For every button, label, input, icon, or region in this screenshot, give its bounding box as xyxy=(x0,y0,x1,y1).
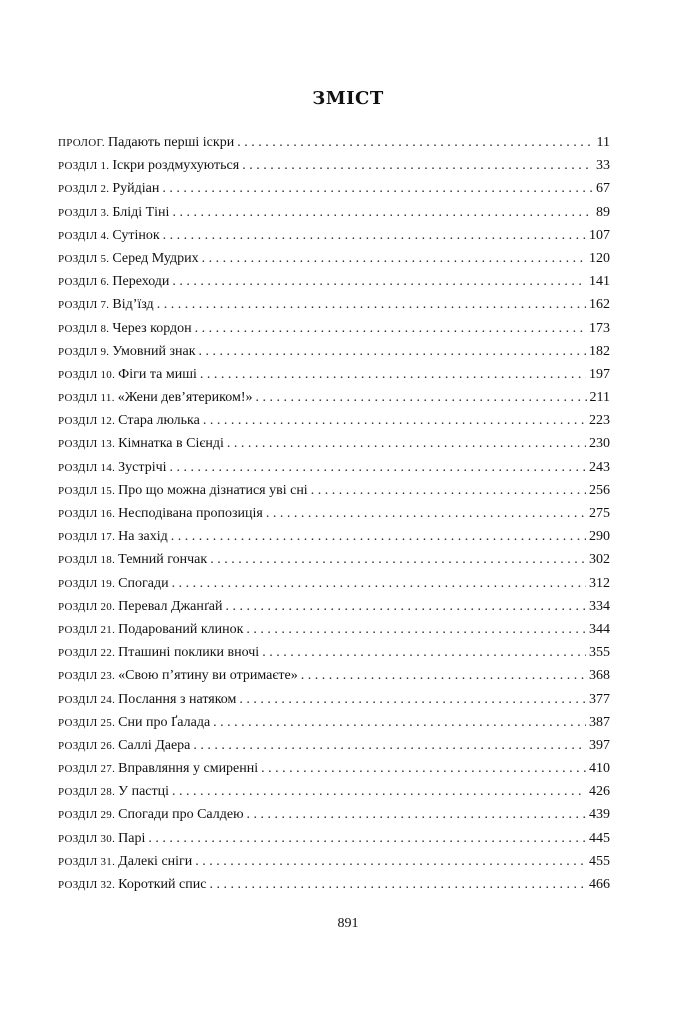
toc-entry-label: ПРОЛОГ. xyxy=(58,137,105,149)
toc-entry-title: Бліді Тіні xyxy=(112,204,170,220)
dot-leader xyxy=(266,502,586,525)
toc-entry-page: 89 xyxy=(596,204,610,220)
toc-entry-title: Сни про Ґалада xyxy=(118,714,211,730)
toc-entry-page: 141 xyxy=(589,274,610,290)
toc-entry xyxy=(58,548,610,571)
dot-leader xyxy=(256,386,587,409)
dot-leader xyxy=(172,201,593,224)
toc-entry-label: РОЗДІЛ 6. xyxy=(58,276,110,289)
toc-entry xyxy=(58,317,610,340)
toc-entry-page: 466 xyxy=(589,877,610,892)
toc-entry-title: На захід xyxy=(118,529,168,545)
toc-entry-label: РОЗДІЛ 10. xyxy=(58,368,116,381)
toc-entry-title: Послання з натяком xyxy=(118,691,237,707)
toc-entry-label: РОЗДІЛ 16. xyxy=(58,508,116,520)
toc-entry-label: РОЗДІЛ 23. xyxy=(58,670,116,683)
toc-entry-label: РОЗДІЛ 5. xyxy=(58,252,110,265)
toc-entry-title: У пастці xyxy=(118,784,170,800)
toc-entry-title: Руйдіан xyxy=(112,181,160,197)
toc-entry-label: РОЗДІЛ 14. xyxy=(58,461,116,474)
toc-entry-title: «Жени дев’ятериком!» xyxy=(117,390,253,406)
toc-entry-label: РОЗДІЛ 19. xyxy=(58,577,116,590)
toc-entry xyxy=(58,711,610,734)
dot-leader xyxy=(202,247,586,270)
dot-leader xyxy=(171,525,586,548)
toc-entry-label: РОЗДІЛ 32. xyxy=(58,879,116,891)
toc-entry-title: Пташині поклики вночі xyxy=(118,645,260,661)
toc-entry-page: 410 xyxy=(589,761,610,777)
toc-entry-title: Подарований клинок xyxy=(118,621,244,637)
dot-leader xyxy=(246,618,586,641)
toc-entry-page: 230 xyxy=(589,436,610,452)
toc-entry xyxy=(58,409,610,432)
toc-entry-title: Перевал Джанґай xyxy=(118,598,223,614)
toc-entry-title: Несподівана пропозиція xyxy=(118,506,263,521)
toc-entry xyxy=(58,479,610,502)
toc-entry-label: РОЗДІЛ 7. xyxy=(58,299,110,312)
toc-entry xyxy=(58,572,610,595)
dot-leader xyxy=(209,873,586,896)
dot-leader xyxy=(172,270,586,293)
dot-leader xyxy=(148,827,586,850)
toc-entry xyxy=(58,641,610,664)
toc-entry-page: 197 xyxy=(589,366,610,382)
toc-entry xyxy=(58,456,610,479)
toc-entry-page: 120 xyxy=(589,250,610,266)
toc-entry-title: Парі xyxy=(118,830,146,846)
toc-entry-label: РОЗДІЛ 17. xyxy=(58,531,116,544)
dot-leader xyxy=(239,688,586,711)
toc-entry xyxy=(58,177,610,200)
toc-entry xyxy=(58,827,610,850)
toc-entry-page: 439 xyxy=(589,807,610,823)
page-number: 891 xyxy=(337,916,359,931)
toc-entry-label: РОЗДІЛ 13. xyxy=(58,438,116,451)
toc-entry-page: 67 xyxy=(596,181,610,197)
dot-leader xyxy=(200,363,586,386)
toc-entry-page: 334 xyxy=(589,598,610,614)
toc-entry-page: 344 xyxy=(589,621,610,637)
toc-entry xyxy=(58,247,610,270)
dot-leader xyxy=(213,711,586,734)
toc-entry xyxy=(58,432,610,455)
toc-entry xyxy=(58,502,610,525)
toc-entry-title: Сутінок xyxy=(112,227,160,243)
dot-leader xyxy=(237,131,593,154)
toc-entry-title: Зустрічі xyxy=(118,459,167,475)
toc-entry-label: РОЗДІЛ 18. xyxy=(58,554,116,567)
dot-leader xyxy=(162,177,593,200)
toc-entry xyxy=(58,386,610,409)
toc-entry-label: РОЗДІЛ 9. xyxy=(58,345,110,358)
toc-entry-page: 397 xyxy=(589,737,610,753)
toc-entry-title: Спогади xyxy=(118,575,169,591)
toc-entry xyxy=(58,734,610,757)
dot-leader xyxy=(226,595,586,618)
page-title: ЗМІСТ xyxy=(312,88,384,109)
toc-entry-page: 355 xyxy=(589,645,610,661)
toc-entry xyxy=(58,618,610,641)
dot-leader xyxy=(170,456,586,479)
toc-entry-page: 107 xyxy=(589,227,610,243)
table-of-contents xyxy=(58,131,610,896)
toc-entry-page: 243 xyxy=(589,459,610,475)
toc-entry-label: РОЗДІЛ 21. xyxy=(58,623,116,636)
dot-leader xyxy=(311,479,586,502)
toc-entry-label: РОЗДІЛ 29. xyxy=(58,809,116,822)
dot-leader xyxy=(157,293,586,316)
toc-entry-label: РОЗДІЛ 25. xyxy=(58,716,116,729)
dot-leader xyxy=(242,154,593,177)
toc-entry-label: РОЗДІЛ 1. xyxy=(58,160,110,173)
toc-entry xyxy=(58,131,610,154)
toc-entry-page: 223 xyxy=(589,413,610,429)
dot-leader xyxy=(203,409,586,432)
toc-entry xyxy=(58,850,610,873)
toc-entry xyxy=(58,688,610,711)
dot-leader xyxy=(195,317,586,340)
toc-entry-label: РОЗДІЛ 4. xyxy=(58,229,110,242)
toc-entry-label: РОЗДІЛ 24. xyxy=(58,693,116,706)
dot-leader xyxy=(193,734,586,757)
toc-entry-page: 377 xyxy=(589,691,610,707)
toc-entry-title: Фіги та миші xyxy=(118,366,197,382)
toc-entry-title: Умовний знак xyxy=(112,343,196,359)
toc-entry xyxy=(58,757,610,780)
dot-leader xyxy=(163,224,586,247)
toc-entry-page: 368 xyxy=(589,668,610,684)
toc-entry-label: РОЗДІЛ 30. xyxy=(58,832,116,845)
toc-entry xyxy=(58,340,610,363)
toc-entry-page: 387 xyxy=(589,714,610,730)
toc-entry xyxy=(58,154,610,177)
toc-entry-page: 182 xyxy=(589,343,610,359)
toc-entry-title: Падають перші іскри xyxy=(107,135,235,150)
toc-entry-title: Спогади про Салдею xyxy=(118,807,244,823)
toc-entry-title: Короткий спис xyxy=(118,877,207,892)
toc-entry-label: РОЗДІЛ 27. xyxy=(58,763,116,776)
toc-entry-label: РОЗДІЛ 20. xyxy=(58,600,116,613)
toc-entry-page: 445 xyxy=(589,830,610,846)
toc-entry xyxy=(58,363,610,386)
toc-entry xyxy=(58,293,610,316)
dot-leader xyxy=(227,432,586,455)
toc-entry-page: 426 xyxy=(589,784,610,800)
toc-entry-title: Далекі сніги xyxy=(118,853,193,869)
dot-leader xyxy=(262,641,586,664)
toc-entry xyxy=(58,224,610,247)
toc-entry-page: 162 xyxy=(589,297,610,313)
toc-entry-page: 312 xyxy=(589,575,610,591)
toc-entry-label: РОЗДІЛ 28. xyxy=(58,786,116,799)
dot-leader xyxy=(172,572,586,595)
toc-entry xyxy=(58,664,610,687)
toc-entry-label: РОЗДІЛ 8. xyxy=(58,322,110,335)
dot-leader xyxy=(195,850,586,873)
toc-entry-label: РОЗДІЛ 15. xyxy=(58,484,116,497)
toc-entry-title: Переходи xyxy=(112,274,170,290)
toc-entry xyxy=(58,525,610,548)
toc-entry xyxy=(58,780,610,803)
toc-entry-label: РОЗДІЛ 12. xyxy=(58,415,116,428)
toc-entry-page: 173 xyxy=(589,320,610,336)
toc-entry-title: Кімнатка в Сієнді xyxy=(118,436,224,452)
toc-entry-title: Серед Мудрих xyxy=(112,250,199,266)
toc-entry-label: РОЗДІЛ 31. xyxy=(58,855,116,868)
toc-entry xyxy=(58,201,610,224)
toc-entry-page: 33 xyxy=(596,158,610,174)
toc-entry-title: Саллі Даера xyxy=(118,737,191,753)
toc-entry-page: 302 xyxy=(589,552,610,568)
dot-leader xyxy=(247,803,586,826)
toc-entry xyxy=(58,270,610,293)
toc-entry-label: РОЗДІЛ 2. xyxy=(58,183,110,196)
toc-entry-title: Стара люлька xyxy=(118,413,200,429)
toc-entry-title: Іскри роздмухуються xyxy=(112,158,240,174)
toc-entry-title: «Свою п’ятину ви отримаєте» xyxy=(118,668,298,684)
toc-entry xyxy=(58,873,610,896)
toc-entry xyxy=(58,595,610,618)
toc-entry-title: Вправляння у смиренні xyxy=(118,761,259,777)
toc-entry-title: Від’їзд xyxy=(112,297,154,313)
toc-entry-page: 290 xyxy=(589,529,610,545)
dot-leader xyxy=(261,757,586,780)
toc-entry-title: Темний гончак xyxy=(118,552,208,568)
toc-entry-page: 275 xyxy=(589,506,610,521)
toc-entry-label: РОЗДІЛ 26. xyxy=(58,739,116,752)
toc-entry xyxy=(58,803,610,826)
dot-leader xyxy=(301,664,586,687)
dot-leader xyxy=(199,340,586,363)
toc-entry-label: РОЗДІЛ 22. xyxy=(58,647,116,660)
toc-entry-page: 455 xyxy=(589,853,610,869)
dot-leader xyxy=(210,548,586,571)
toc-entry-page: 256 xyxy=(589,482,610,498)
toc-entry-label: РОЗДІЛ 3. xyxy=(58,206,110,219)
toc-entry-label: РОЗДІЛ 11. xyxy=(58,392,115,405)
toc-entry-page: 11 xyxy=(596,135,610,150)
dot-leader xyxy=(172,780,586,803)
toc-entry-title: Про що можна дізнатися уві сні xyxy=(118,482,308,498)
toc-entry-page: 211 xyxy=(589,390,610,406)
toc-entry-title: Через кордон xyxy=(112,320,192,336)
